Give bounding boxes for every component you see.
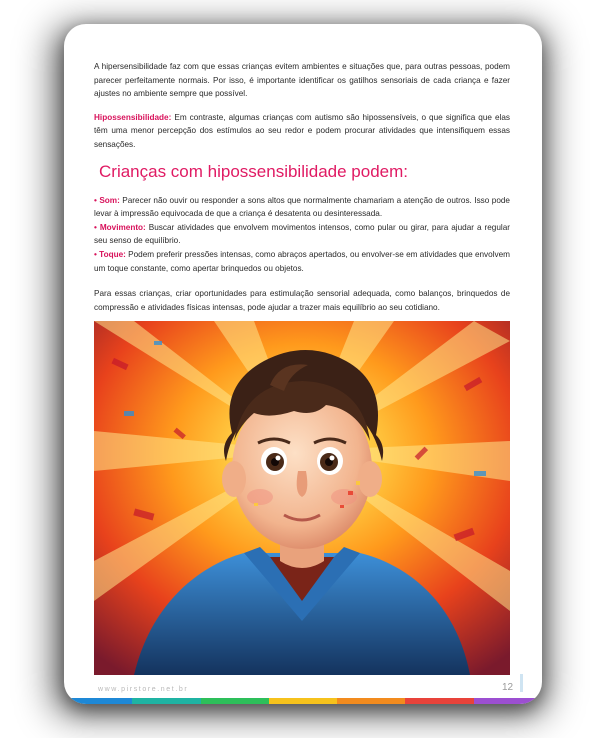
bullet-label: • Som: (94, 195, 120, 205)
child-illustration (94, 321, 510, 675)
paragraph-hipossensibilidade (94, 111, 510, 152)
bullet-text: Buscar atividades que envolvem movimentos intensos, como pular ou girar, para ajudar a regular seu senso de equilíbrio. (94, 222, 510, 246)
bullet-som (94, 194, 510, 221)
bullet-text: Podem preferir pressões intensas, como abraços apertados, ou envolver-se em atividades que envolvem um toque constante, como apertar brinquedos ou objetos. (94, 249, 510, 273)
paragraph-hipersensibilidade: A hipersensibilidade faz com que essas crianças evitem ambientes e situações que, para outras pessoas, podem parecer perfeitamente normais. Por isso, é importante identificar os gatilhos sensoriais de cada criança e fazer ajustes no ambiente sempre que possível. (94, 62, 510, 99)
hipossensibilidade-term: Hipossensibilidade: (94, 112, 172, 122)
page-edge-accent (520, 674, 523, 692)
color-bar-segment (269, 698, 337, 704)
bullet-movimento (94, 221, 510, 248)
page-content (94, 60, 510, 324)
hipossensibilidade-text: Em contraste, algumas crianças com autismo são hipossensíveis, o que significa que elas têm uma menor percepção dos estímulos ao seu redor e podem procurar atividades que intensifiquem essas sensações. (94, 112, 510, 149)
color-bar-segment (474, 698, 542, 704)
color-bar-segment (64, 698, 132, 704)
bullet-text: Parecer não ouvir ou responder a sons altos que normalmente chamariam a atenção de outros. Isso pode levar à impressão equivocada de que a criança é desatenta ou desinteressada. (94, 195, 510, 219)
bullet-label: • Movimento: (94, 222, 146, 232)
document-page (64, 24, 542, 704)
paragraph-estimulacao: Para essas crianças, criar oportunidades para estimulação sensorial adequada, como balanços, brinquedos de compressão e atividades físicas intensas, pode ajudar a trazer mais equilíbrio ao seu cotidiano. (94, 289, 510, 312)
bullet-toque (94, 248, 510, 275)
page-number: 12 (502, 682, 514, 693)
color-bar-segment (405, 698, 473, 704)
color-bar-segment (132, 698, 200, 704)
bullet-list (94, 194, 510, 276)
color-bar-segment (201, 698, 269, 704)
bullet-label: • Toque: (94, 249, 126, 259)
color-bar-segment (337, 698, 405, 704)
section-title: Crianças com hipossensibilidade podem: (99, 161, 408, 181)
footer-url: www.pirstore.net.br (98, 686, 189, 693)
color-bar (64, 698, 542, 704)
child-illustration-svg (94, 321, 510, 675)
